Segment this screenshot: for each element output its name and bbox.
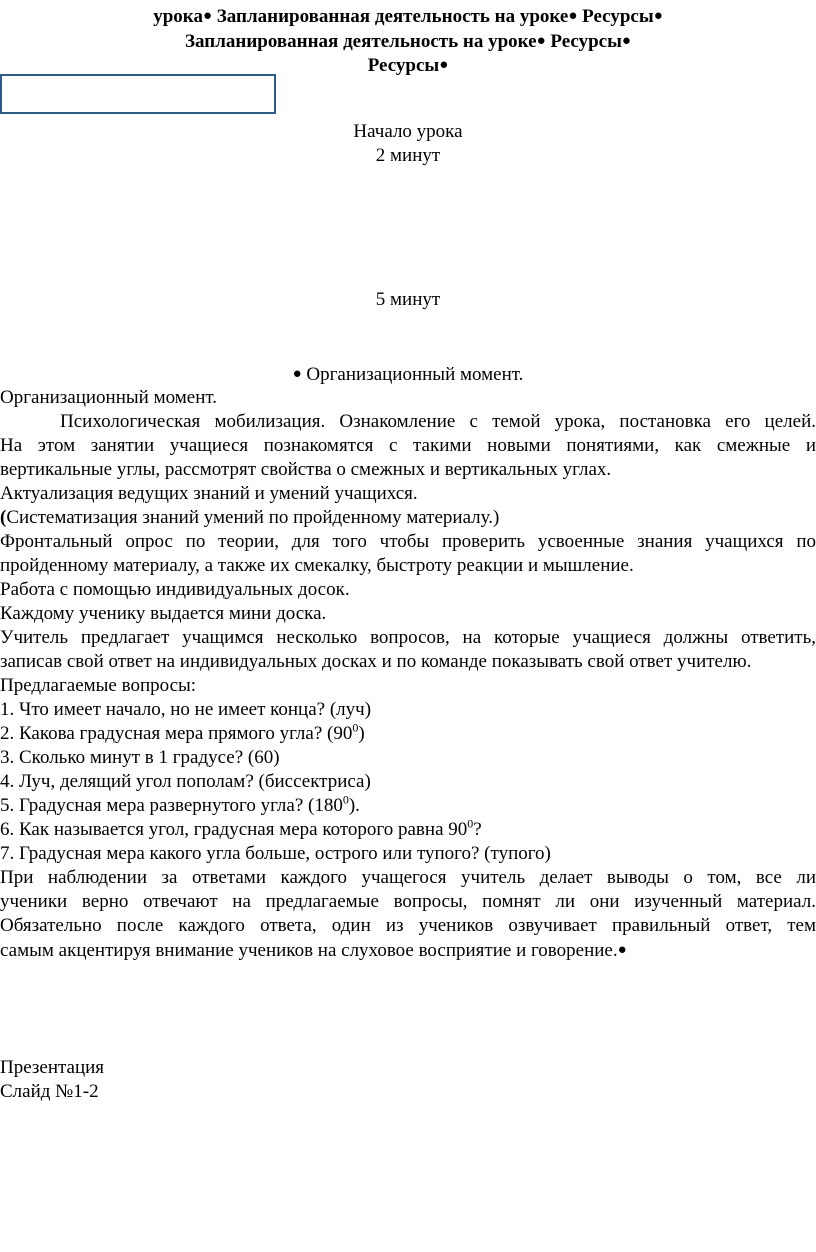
question-1: 1. Что имеет начало, но не имеет конца? (луч): [0, 699, 372, 720]
bullet-icon: ●: [653, 8, 663, 24]
header-line-2: [0, 29, 816, 54]
degree-superscript: 0: [352, 720, 359, 735]
question-5: [0, 794, 816, 818]
question-6: [0, 818, 816, 842]
org-moment-line: Организационный момент.: [0, 387, 217, 408]
questions-label: Предлагаемые вопросы:: [0, 675, 197, 696]
question-7: 7. Градусная мера какого угла больше, острого или тупого? (тупого): [0, 843, 551, 864]
observe-text: самым акцентируя внимание учеников на слуховое восприятие и говорение.: [0, 940, 618, 961]
header-text: Ресурсы: [577, 6, 654, 27]
observe-line-2: ученики верно отвечают на предлагаемые вопросы, помнят ли они изученный материал.: [0, 891, 816, 912]
question-5-text: 5. Градусная мера развернутого угла? (180: [0, 795, 343, 816]
header-text: Ресурсы: [545, 31, 622, 52]
paren-open: (: [0, 507, 7, 528]
systematization-text: Систематизация знаний умений по пройденному материалу.): [6, 507, 500, 528]
para1-line-2: На этом занятии учащиеся познакомятся с такими новыми понятиями, как смежные и: [0, 435, 816, 456]
teacher-line-1: Учитель предлагает учащимся несколько вопросов, на которые учащиеся должны ответить,: [0, 627, 816, 648]
bullet-icon: ●: [621, 33, 631, 49]
org-moment-heading-text: Организационный момент.: [301, 364, 524, 385]
bullet-icon: ●: [439, 57, 449, 73]
resource-presentation: Презентация: [0, 1057, 105, 1078]
degree-superscript: 0: [467, 816, 474, 831]
question-2: [0, 722, 816, 746]
question-4: 4. Луч, делящий угол пополам? (биссектриса): [0, 771, 371, 792]
bullet-icon: ●: [568, 8, 578, 24]
resource-slide: Слайд №1-2: [0, 1081, 99, 1102]
frontal-line-2: пройденному материалу, а также их смекалку, быстроту реакции и мышление.: [0, 555, 634, 576]
para1-line-1: Психологическая мобилизация. Ознакомление с темой урока, постановка его целей.: [60, 411, 816, 432]
question-5-end: ).: [348, 795, 360, 816]
each-line: Каждому ученику выдается мини доска.: [0, 603, 327, 624]
header-text: Запланированная деятельность на уроке: [185, 31, 537, 52]
observe-line-3: Обязательно после каждого ответа, один из учеников озвучивает правильный ответ, тем: [0, 915, 816, 936]
bullet-icon: ●: [202, 8, 213, 24]
question-2-text: 2. Какова градусная мера прямого угла? (90: [0, 723, 353, 744]
teacher-line-2: записав свой ответ на индивидуальных досках и по команде показывать свой ответ учителю.: [0, 651, 752, 672]
bullet-icon: ●: [536, 33, 546, 49]
bullet-icon: ●: [617, 942, 627, 958]
actualization-line: Актуализация ведущих знаний и умений учащихся.: [0, 483, 418, 504]
header-text: Ресурсы: [367, 55, 440, 76]
lesson-start-label: Начало урока: [353, 121, 463, 142]
empty-frame: [0, 74, 276, 114]
para1-line-3: вертикальные углы, рассмотрят свойства о смежных и вертикальных углах.: [0, 459, 612, 480]
question-2-end: ): [358, 723, 365, 744]
org-moment-heading: [0, 362, 816, 387]
degree-superscript: 0: [342, 792, 349, 807]
question-6-text: 6. Как называется угол, градусная мера которого равна 90: [0, 819, 468, 840]
lesson-start-minutes: 2 минут: [375, 145, 441, 166]
header-line-1: [0, 4, 816, 29]
observe-line-1: При наблюдении за ответами каждого учащегося учитель делает выводы о том, все ли: [0, 867, 816, 888]
header-text: урока: [153, 6, 203, 27]
observe-line-4: [0, 938, 816, 963]
question-3: 3. Сколько минут в 1 градусе? (60): [0, 747, 280, 768]
frontal-line-1: Фронтальный опрос по теории, для того чтобы проверить усвоенные знания учащихся по: [0, 531, 816, 552]
header-text: Запланированная деятельность на уроке: [212, 6, 569, 27]
systematization-line: [0, 506, 816, 530]
question-6-end: ?: [473, 819, 482, 840]
work-line: Работа с помощью индивидуальных досок.: [0, 579, 350, 600]
bullet-icon: ●: [292, 366, 302, 382]
second-stage-minutes: 5 минут: [375, 289, 441, 310]
